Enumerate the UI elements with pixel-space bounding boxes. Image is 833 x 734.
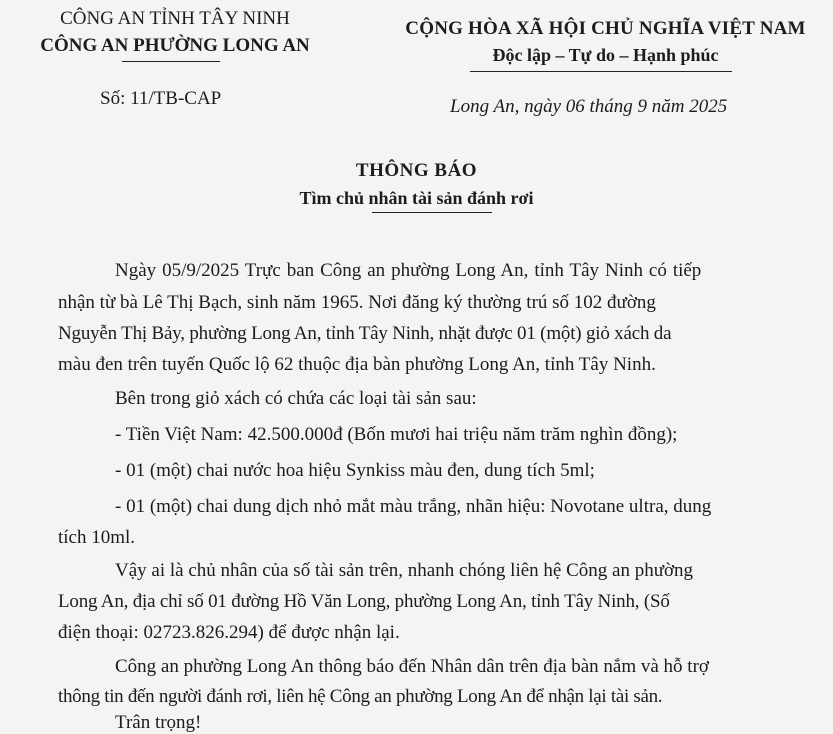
body-line: điện thoại: 02723.826.294) để được nhận lại.: [58, 622, 400, 643]
closing-line: Trân trọng!: [115, 712, 202, 733]
country-name: CỘNG HÒA XÃ HỘI CHỦ NGHĨA VIỆT NAM: [405, 18, 806, 39]
body-line: Nguyễn Thị Bảy, phường Long An, tỉnh Tây Ninh, nhặt được 01 (một) giỏ xách da: [58, 323, 672, 344]
place-and-date: Long An, ngày 06 tháng 9 năm 2025: [450, 96, 728, 117]
document-subtitle: Tìm chủ nhân tài sản đánh rơi: [299, 188, 534, 208]
body-line: Công an phường Long An thông báo đến Nhân dân trên địa bàn nắm và hỗ trợ: [115, 656, 709, 677]
unit-underline: [122, 61, 220, 62]
unit-name: CÔNG AN PHƯỜNG LONG AN: [40, 35, 310, 56]
motto-underline: [470, 71, 732, 72]
national-motto: Độc lập – Tự do – Hạnh phúc: [492, 45, 719, 65]
body-line: Long An, địa chỉ số 01 đường Hồ Văn Long, phường Long An, tỉnh Tây Ninh, (Số: [58, 591, 670, 612]
subtitle-underline: [372, 212, 492, 213]
list-item: - 01 (một) chai nước hoa hiệu Synkiss màu đen, dung tích 5ml;: [115, 460, 595, 481]
body-line: tích 10ml.: [58, 527, 136, 548]
list-item: - Tiền Việt Nam: 42.500.000đ (Bốn mươi hai triệu năm trăm nghìn đồng);: [115, 424, 678, 445]
body-line: Vậy ai là chủ nhân của số tài sản trên, nhanh chóng liên hệ Công an phường: [115, 560, 694, 581]
body-line: nhận từ bà Lê Thị Bạch, sinh năm 1965. Nơi đăng ký thường trú số 102 đường: [58, 292, 656, 313]
list-item: - 01 (một) chai dung dịch nhỏ mắt màu trắng, nhãn hiệu: Novotane ultra, dung: [115, 496, 712, 517]
body-line: Ngày 05/9/2025 Trực ban Công an phường Long An, tỉnh Tây Ninh có tiếp: [115, 260, 702, 281]
document-title: THÔNG BÁO: [355, 160, 478, 181]
agency-name: CÔNG AN TỈNH TÂY NINH: [60, 8, 290, 29]
body-line: màu đen trên tuyến Quốc lộ 62 thuộc địa bàn phường Long An, tỉnh Tây Ninh.: [58, 354, 656, 375]
document-number: Số: 11/TB-CAP: [100, 88, 222, 109]
body-line: Bên trong giỏ xách có chứa các loại tài sản sau:: [115, 388, 477, 409]
body-line: thông tin đến người đánh rơi, liên hệ Công an phường Long An để nhận lại tài sản.: [58, 686, 663, 707]
